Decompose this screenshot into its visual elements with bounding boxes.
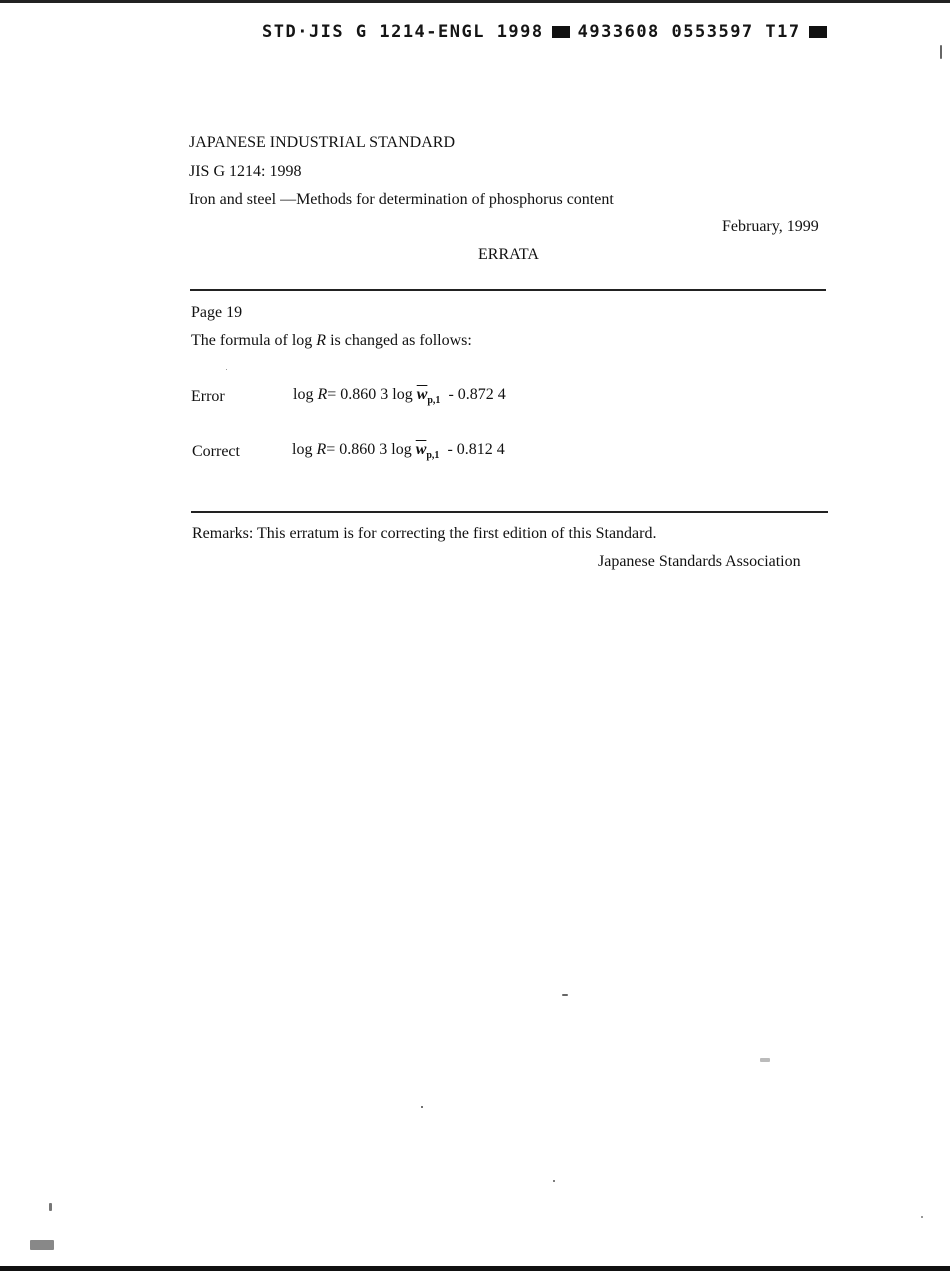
scan-speck bbox=[30, 1240, 54, 1250]
change-description bbox=[191, 333, 472, 349]
publisher-name: Japanese Standards Association bbox=[598, 553, 801, 570]
scan-speck bbox=[553, 1180, 555, 1182]
page-top-edge bbox=[0, 0, 950, 3]
description-suffix: is changed as follows: bbox=[330, 332, 472, 349]
formula-subscript: p,1 bbox=[426, 450, 440, 461]
formula-log: log bbox=[293, 386, 314, 403]
scan-speck bbox=[226, 369, 227, 370]
scan-speck bbox=[760, 1058, 770, 1062]
standard-number: JIS G 1214: 1998 bbox=[189, 163, 302, 180]
error-formula bbox=[293, 387, 506, 406]
formula-w-mean: $\overline{w}$ bbox=[415, 441, 427, 458]
error-label: Error bbox=[191, 388, 225, 405]
formula-variable: R bbox=[316, 441, 327, 458]
formula-subscript: p,1 bbox=[427, 395, 441, 406]
scan-speck bbox=[421, 1106, 423, 1108]
formula-variable: R bbox=[317, 386, 328, 403]
formula-w-mean: $\overline{w}$ bbox=[416, 386, 428, 403]
top-divider bbox=[190, 289, 826, 291]
scan-speck bbox=[562, 994, 568, 996]
description-variable: R bbox=[316, 332, 327, 349]
redaction-block bbox=[552, 26, 570, 38]
page-reference: Page 19 bbox=[191, 304, 243, 321]
formula-tail: - 0.872 4 bbox=[448, 386, 506, 403]
formula-log: log bbox=[292, 441, 313, 458]
issue-date: February, 1999 bbox=[722, 218, 819, 235]
correct-label: Correct bbox=[192, 443, 240, 460]
scan-speck bbox=[49, 1203, 52, 1211]
doc-id-part2: 4933608 0553597 T17 bbox=[577, 22, 801, 42]
formula-middle: = 0.860 3 log bbox=[326, 441, 412, 458]
formula-middle: = 0.860 3 log bbox=[327, 386, 413, 403]
organization-title: JAPANESE INDUSTRIAL STANDARD bbox=[189, 134, 455, 151]
remarks-text: Remarks: This erratum is for correcting the first edition of this Standard. bbox=[192, 525, 657, 542]
formula-tail: - 0.812 4 bbox=[447, 441, 505, 458]
scan-speck bbox=[940, 45, 942, 59]
bottom-divider bbox=[191, 511, 828, 513]
document-id-header bbox=[262, 22, 835, 42]
page-bottom-edge bbox=[0, 1266, 950, 1271]
doc-id-part1: STD·JIS G 1214-ENGL 1998 bbox=[262, 22, 544, 42]
redaction-block bbox=[809, 26, 827, 38]
errata-heading: ERRATA bbox=[478, 246, 539, 263]
standard-title: Iron and steel —Methods for determination of phosphorus content bbox=[189, 191, 614, 208]
scan-speck bbox=[921, 1216, 923, 1218]
description-prefix: The formula of log bbox=[191, 332, 313, 349]
correct-formula bbox=[292, 442, 505, 461]
